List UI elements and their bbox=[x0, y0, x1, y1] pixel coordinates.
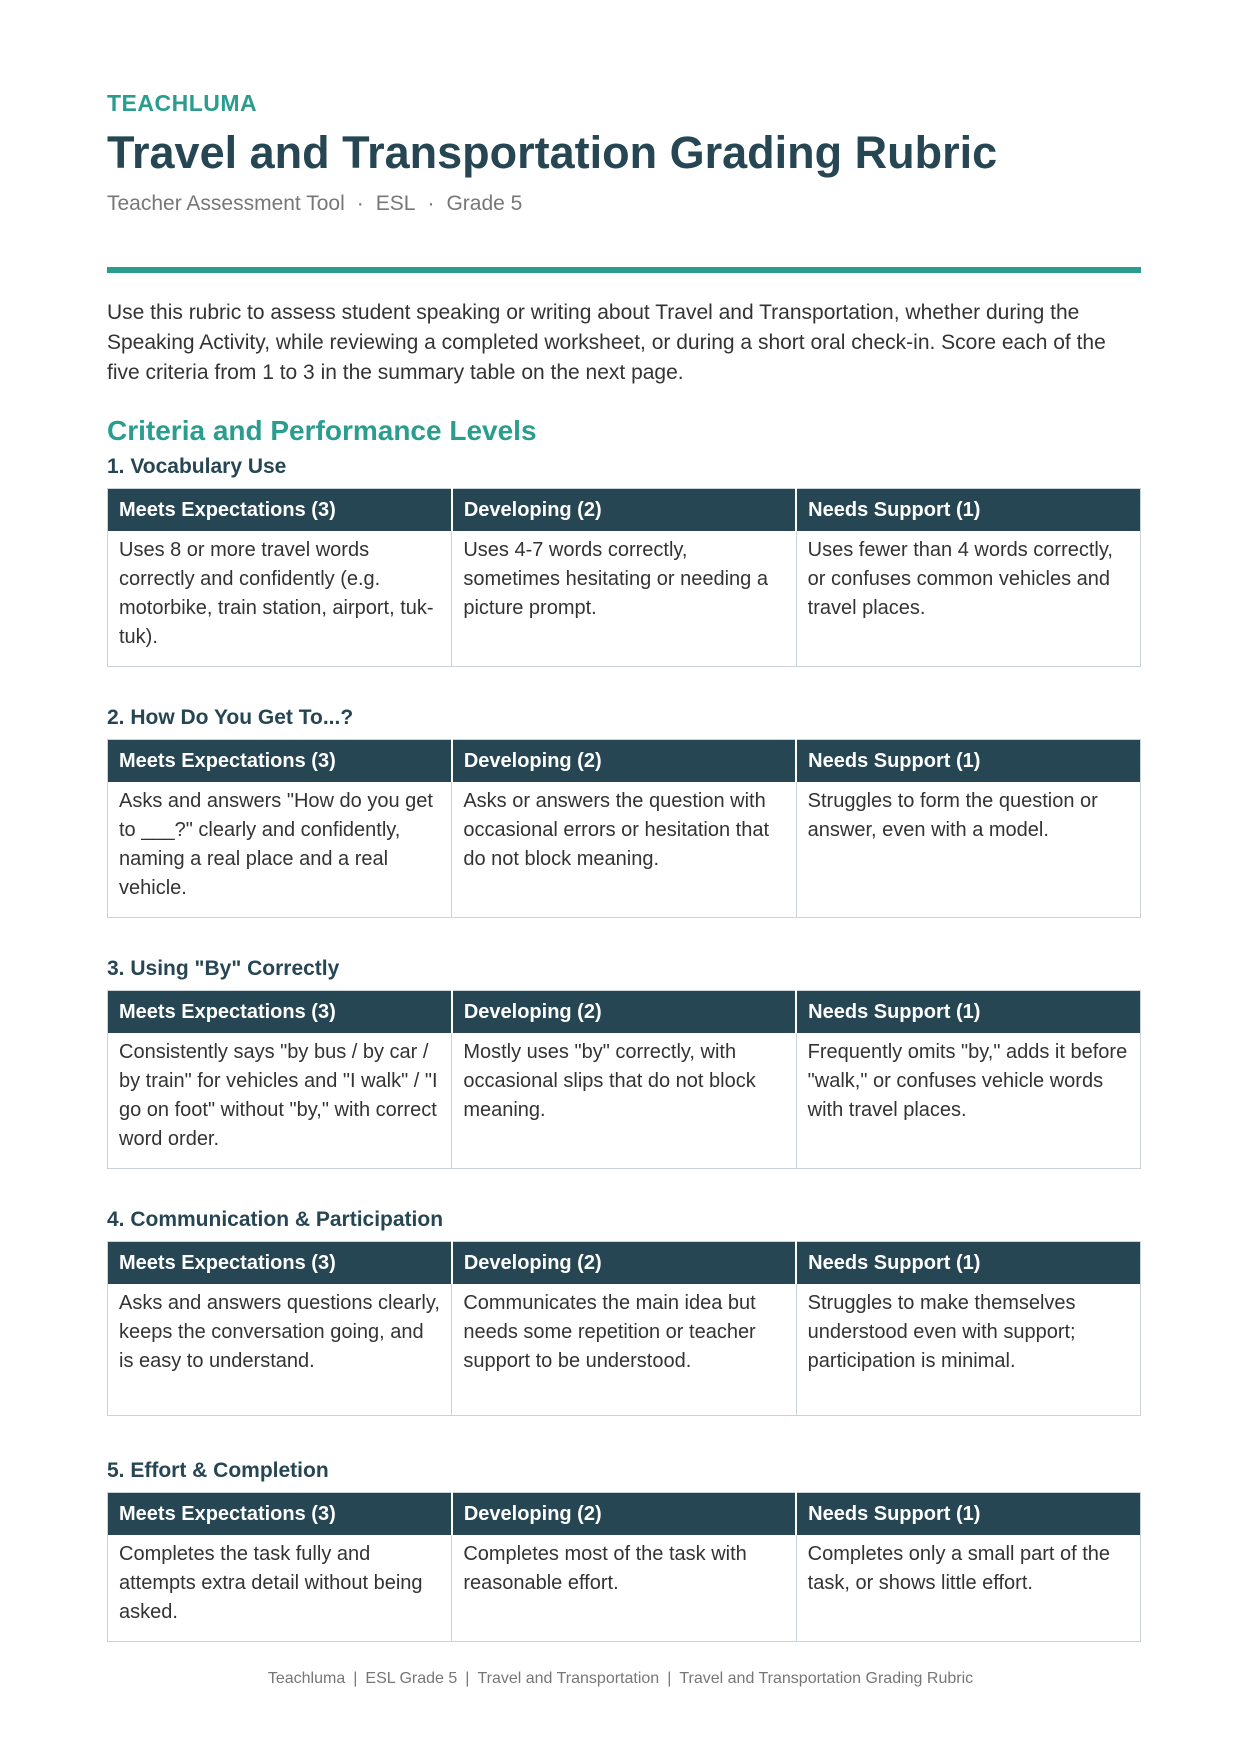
level-developing-header: Developing (2) bbox=[452, 1493, 796, 1536]
table-row bbox=[108, 1284, 1141, 1415]
criterion-effort bbox=[107, 1459, 1141, 1642]
cell-developing: Completes most of the task with reasonable effort. bbox=[452, 1535, 796, 1642]
footer-course: ESL Grade 5 bbox=[365, 1670, 458, 1687]
footer-brand: Teachluma bbox=[267, 1670, 346, 1687]
cell-needs-support: Completes only a small part of the task, or shows little effort. bbox=[807, 1543, 1111, 1594]
rubric-table bbox=[107, 739, 1141, 918]
cell-needs-support: Struggles to form the question or answer, even with a model. bbox=[807, 790, 1098, 841]
level-developing-header: Developing (2) bbox=[452, 489, 796, 532]
criterion-using-by bbox=[107, 957, 1141, 1169]
cell-developing: Asks or answers the question with occasional errors or hesitation that do not block meaning. bbox=[452, 782, 796, 918]
level-needs-support-header: Needs Support (1) bbox=[796, 991, 1140, 1034]
criterion-title: 5. Effort & Completion bbox=[107, 1459, 329, 1482]
page-subtitle bbox=[107, 192, 522, 216]
rubric-table bbox=[107, 488, 1141, 667]
rubric-table bbox=[107, 1492, 1141, 1642]
subtitle-separator: · bbox=[356, 192, 364, 215]
section-title: Criteria and Performance Levels bbox=[107, 415, 537, 446]
level-needs-support-header: Needs Support (1) bbox=[796, 1493, 1140, 1536]
criterion-vocabulary bbox=[107, 409, 1141, 442]
header-divider bbox=[107, 267, 1141, 273]
cell-developing: Mostly uses "by" correctly, with occasional slips that do not block meaning. bbox=[452, 1033, 796, 1169]
criterion-title: 2. How Do You Get To...? bbox=[107, 706, 354, 729]
subtitle-separator: · bbox=[427, 192, 435, 215]
intro-paragraph: Use this rubric to assess student speaking or writing about Travel and Transportation, whether during the Speaking Activity, while reviewing a completed worksheet, or during a short oral check-in. Score each of the five criteria from 1 to 3 in the summary table on the next page. bbox=[107, 301, 1106, 384]
cell-developing: Uses 4-7 words correctly, sometimes hesitating or needing a picture prompt. bbox=[452, 531, 796, 667]
criterion-title bbox=[107, 409, 1141, 433]
table-header-row bbox=[108, 1493, 1141, 1536]
footer-separator: | bbox=[465, 1670, 470, 1687]
cell-needs-support: Struggles to make themselves understood even with support; participation is minimal. bbox=[807, 1292, 1076, 1372]
footer-separator: | bbox=[353, 1670, 358, 1687]
level-needs-support-header: Needs Support (1) bbox=[796, 489, 1140, 532]
footer-document: Travel and Transportation Grading Rubric bbox=[679, 1670, 974, 1687]
rubric-table bbox=[107, 1241, 1141, 1416]
cell-meets: Consistently says "by bus / by car / by train" for vehicles and "I walk" / "I go on foot" without "by," with correct word order. bbox=[108, 1033, 452, 1169]
table-row bbox=[108, 782, 1141, 918]
cell-meets: Uses 8 or more travel words correctly and confidently (e.g. motorbike, train station, airport, tuk-tuk). bbox=[108, 531, 452, 667]
table-header-row bbox=[108, 489, 1141, 532]
criterion-title: 1. Vocabulary Use bbox=[107, 455, 287, 478]
cell-meets: Completes the task fully and attempts extra detail without being asked. bbox=[108, 1535, 452, 1642]
table-header-row bbox=[108, 1242, 1141, 1285]
footer-separator: | bbox=[667, 1670, 672, 1687]
cell-developing: Communicates the main idea but needs some repetition or teacher support to be understood. bbox=[452, 1284, 796, 1415]
criterion-title: 4. Communication & Participation bbox=[107, 1208, 444, 1231]
level-developing-header: Developing (2) bbox=[452, 1242, 796, 1285]
page-title: Travel and Transportation Grading Rubric bbox=[107, 127, 998, 178]
level-meets-header: Meets Expectations (3) bbox=[108, 1493, 452, 1536]
level-needs-support-header: Needs Support (1) bbox=[796, 1242, 1140, 1285]
table-row bbox=[108, 1033, 1141, 1169]
level-meets-header: Meets Expectations (3) bbox=[108, 991, 452, 1034]
criterion-how-do-you-get-to bbox=[107, 706, 1141, 918]
cell-meets: Asks and answers "How do you get to ___?" clearly and confidently, naming a real place and a real vehicle. bbox=[108, 782, 452, 918]
cell-needs-support: Uses fewer than 4 words correctly, or confuses common vehicles and travel places. bbox=[807, 539, 1113, 619]
footer-unit: Travel and Transportation bbox=[477, 1670, 660, 1687]
subtitle-subject: ESL bbox=[375, 192, 416, 215]
criterion-communication bbox=[107, 1208, 1141, 1416]
brand-name: TEACHLUMA bbox=[107, 90, 258, 116]
level-meets-header: Meets Expectations (3) bbox=[108, 740, 452, 783]
criterion-title: 3. Using "By" Correctly bbox=[107, 957, 340, 980]
table-header-row bbox=[108, 740, 1141, 783]
table-row bbox=[108, 531, 1141, 667]
level-meets-header: Meets Expectations (3) bbox=[108, 489, 452, 532]
table-header-row bbox=[108, 991, 1141, 1034]
table-row bbox=[108, 1535, 1141, 1642]
cell-needs-support: Frequently omits "by," adds it before "walk," or confuses vehicle words with travel places. bbox=[807, 1041, 1128, 1121]
subtitle-grade: Grade 5 bbox=[446, 192, 523, 215]
level-needs-support-header: Needs Support (1) bbox=[796, 740, 1140, 783]
page-footer bbox=[0, 1670, 1241, 1688]
cell-meets: Asks and answers questions clearly, keeps the conversation going, and is easy to understand. bbox=[108, 1284, 452, 1415]
criterion-vocabulary-use bbox=[107, 455, 1141, 667]
rubric-table bbox=[107, 990, 1141, 1169]
level-meets-header: Meets Expectations (3) bbox=[108, 1242, 452, 1285]
subtitle-tool: Teacher Assessment Tool bbox=[107, 192, 345, 215]
level-developing-header: Developing (2) bbox=[452, 991, 796, 1034]
level-developing-header: Developing (2) bbox=[452, 740, 796, 783]
